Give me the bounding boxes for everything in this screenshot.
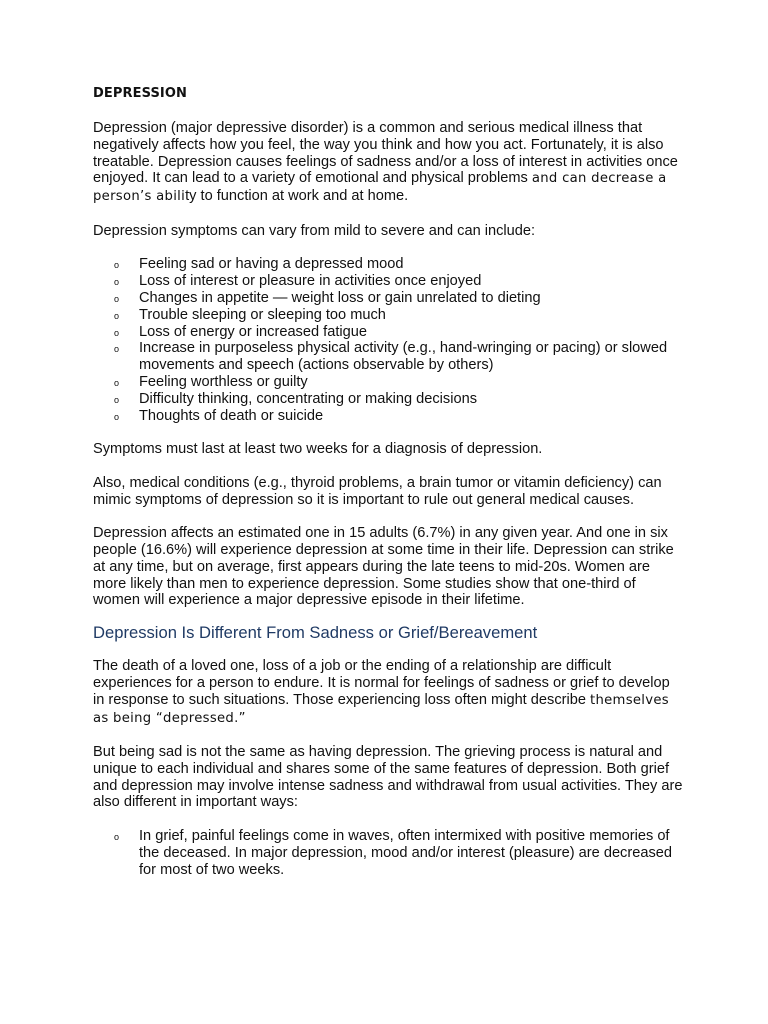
differences-list xyxy=(93,828,683,878)
circle-bullet-icon: o xyxy=(114,832,120,843)
document-title: DEPRESSION xyxy=(93,86,187,101)
list-item: o Loss of energy or increased fatigue xyxy=(93,324,683,341)
document-body xyxy=(93,86,683,895)
duration-paragraph: Symptoms must last at least two weeks for a diagnosis of depression. xyxy=(93,441,543,458)
statistics-paragraph: Depression affects an estimated one in 15 adults (6.7%) in any given year. And one in six people (16.6%) will experience depression at some time in their life. Depression can strike at any time, but on average, first appears during the late teens to mid-20s. Women are more likely than men to experience depression. Some studies show that one-third of women will experience a major depressive episode in their lifetime. xyxy=(93,525,674,609)
circle-bullet-icon: o xyxy=(114,411,120,422)
circle-bullet-icon: o xyxy=(114,293,120,304)
grief-text: The death of a loved one, loss of a job or the ending of a relationship are difficult experiences for a person to endure. It is normal for feelings of sadness or grief to develop in response to such situations. Those experiencing loss often might describe xyxy=(93,658,670,708)
symptoms-intro: Depression symptoms can vary from mild to severe and can include: xyxy=(93,222,536,239)
grief-text-alt-font: themselves as being “depressed.” xyxy=(93,692,669,726)
circle-bullet-icon: o xyxy=(114,344,120,355)
circle-bullet-icon: o xyxy=(114,277,120,288)
sadness-vs-depression-paragraph: But being sad is not the same as having depression. The grieving process is natural and unique to each individual and shares some of the same features of depression. Both grief and depression may involve intense sadness and withdrawal from usual activities. They are also different in important ways: xyxy=(93,744,683,811)
intro-text-end: ty to function at work and at home. xyxy=(185,188,409,205)
medical-conditions-paragraph: Also, medical conditions (e.g., thyroid problems, a brain tumor or vitamin deficiency) can mimic symptoms of depression so it is important to rule out general medical causes. xyxy=(93,474,662,508)
intro-text-alt-font: and can decrease a person’s abili xyxy=(93,171,667,205)
circle-bullet-icon: o xyxy=(114,260,120,271)
list-item: o Changes in appetite — weight loss or gain unrelated to dieting xyxy=(93,290,683,307)
list-item: o Thoughts of death or suicide xyxy=(93,408,683,425)
list-item: o Trouble sleeping or sleeping too much xyxy=(93,307,683,324)
intro-text: Depression (major depressive disorder) is a common and serious medical illness that negatively affects how you feel, the way you think and how you act. Fortunately, it is also treatable. Depression causes feelings of sadness and/or a loss of interest in activities once enjoyed. It can lead to a variety of emotional and physical problems xyxy=(93,120,678,187)
intro-paragraph xyxy=(93,120,683,206)
list-item: o Feeling sad or having a depressed mood xyxy=(93,256,683,273)
circle-bullet-icon: o xyxy=(114,327,120,338)
circle-bullet-icon: o xyxy=(114,394,120,405)
list-item: o Difficulty thinking, concentrating or making decisions xyxy=(93,391,683,408)
list-item: o Increase in purposeless physical activity (e.g., hand-wringing or pacing) or slowed movements and speech (actions observable by others) xyxy=(114,340,668,374)
section-heading: Depression Is Different From Sadness or Grief/Bereavement xyxy=(93,623,538,643)
list-item: o In grief, painful feelings come in waves, often intermixed with positive memories of the deceased. In major depression, mood and/or interest (pleasure) are decreased for most of two weeks. xyxy=(114,828,672,878)
symptoms-list xyxy=(93,256,683,424)
circle-bullet-icon: o xyxy=(114,377,120,388)
circle-bullet-icon: o xyxy=(114,310,120,321)
list-item: o Loss of interest or pleasure in activities once enjoyed xyxy=(93,273,683,290)
grief-paragraph xyxy=(93,658,683,727)
list-item: o Feeling worthless or guilty xyxy=(93,374,683,391)
